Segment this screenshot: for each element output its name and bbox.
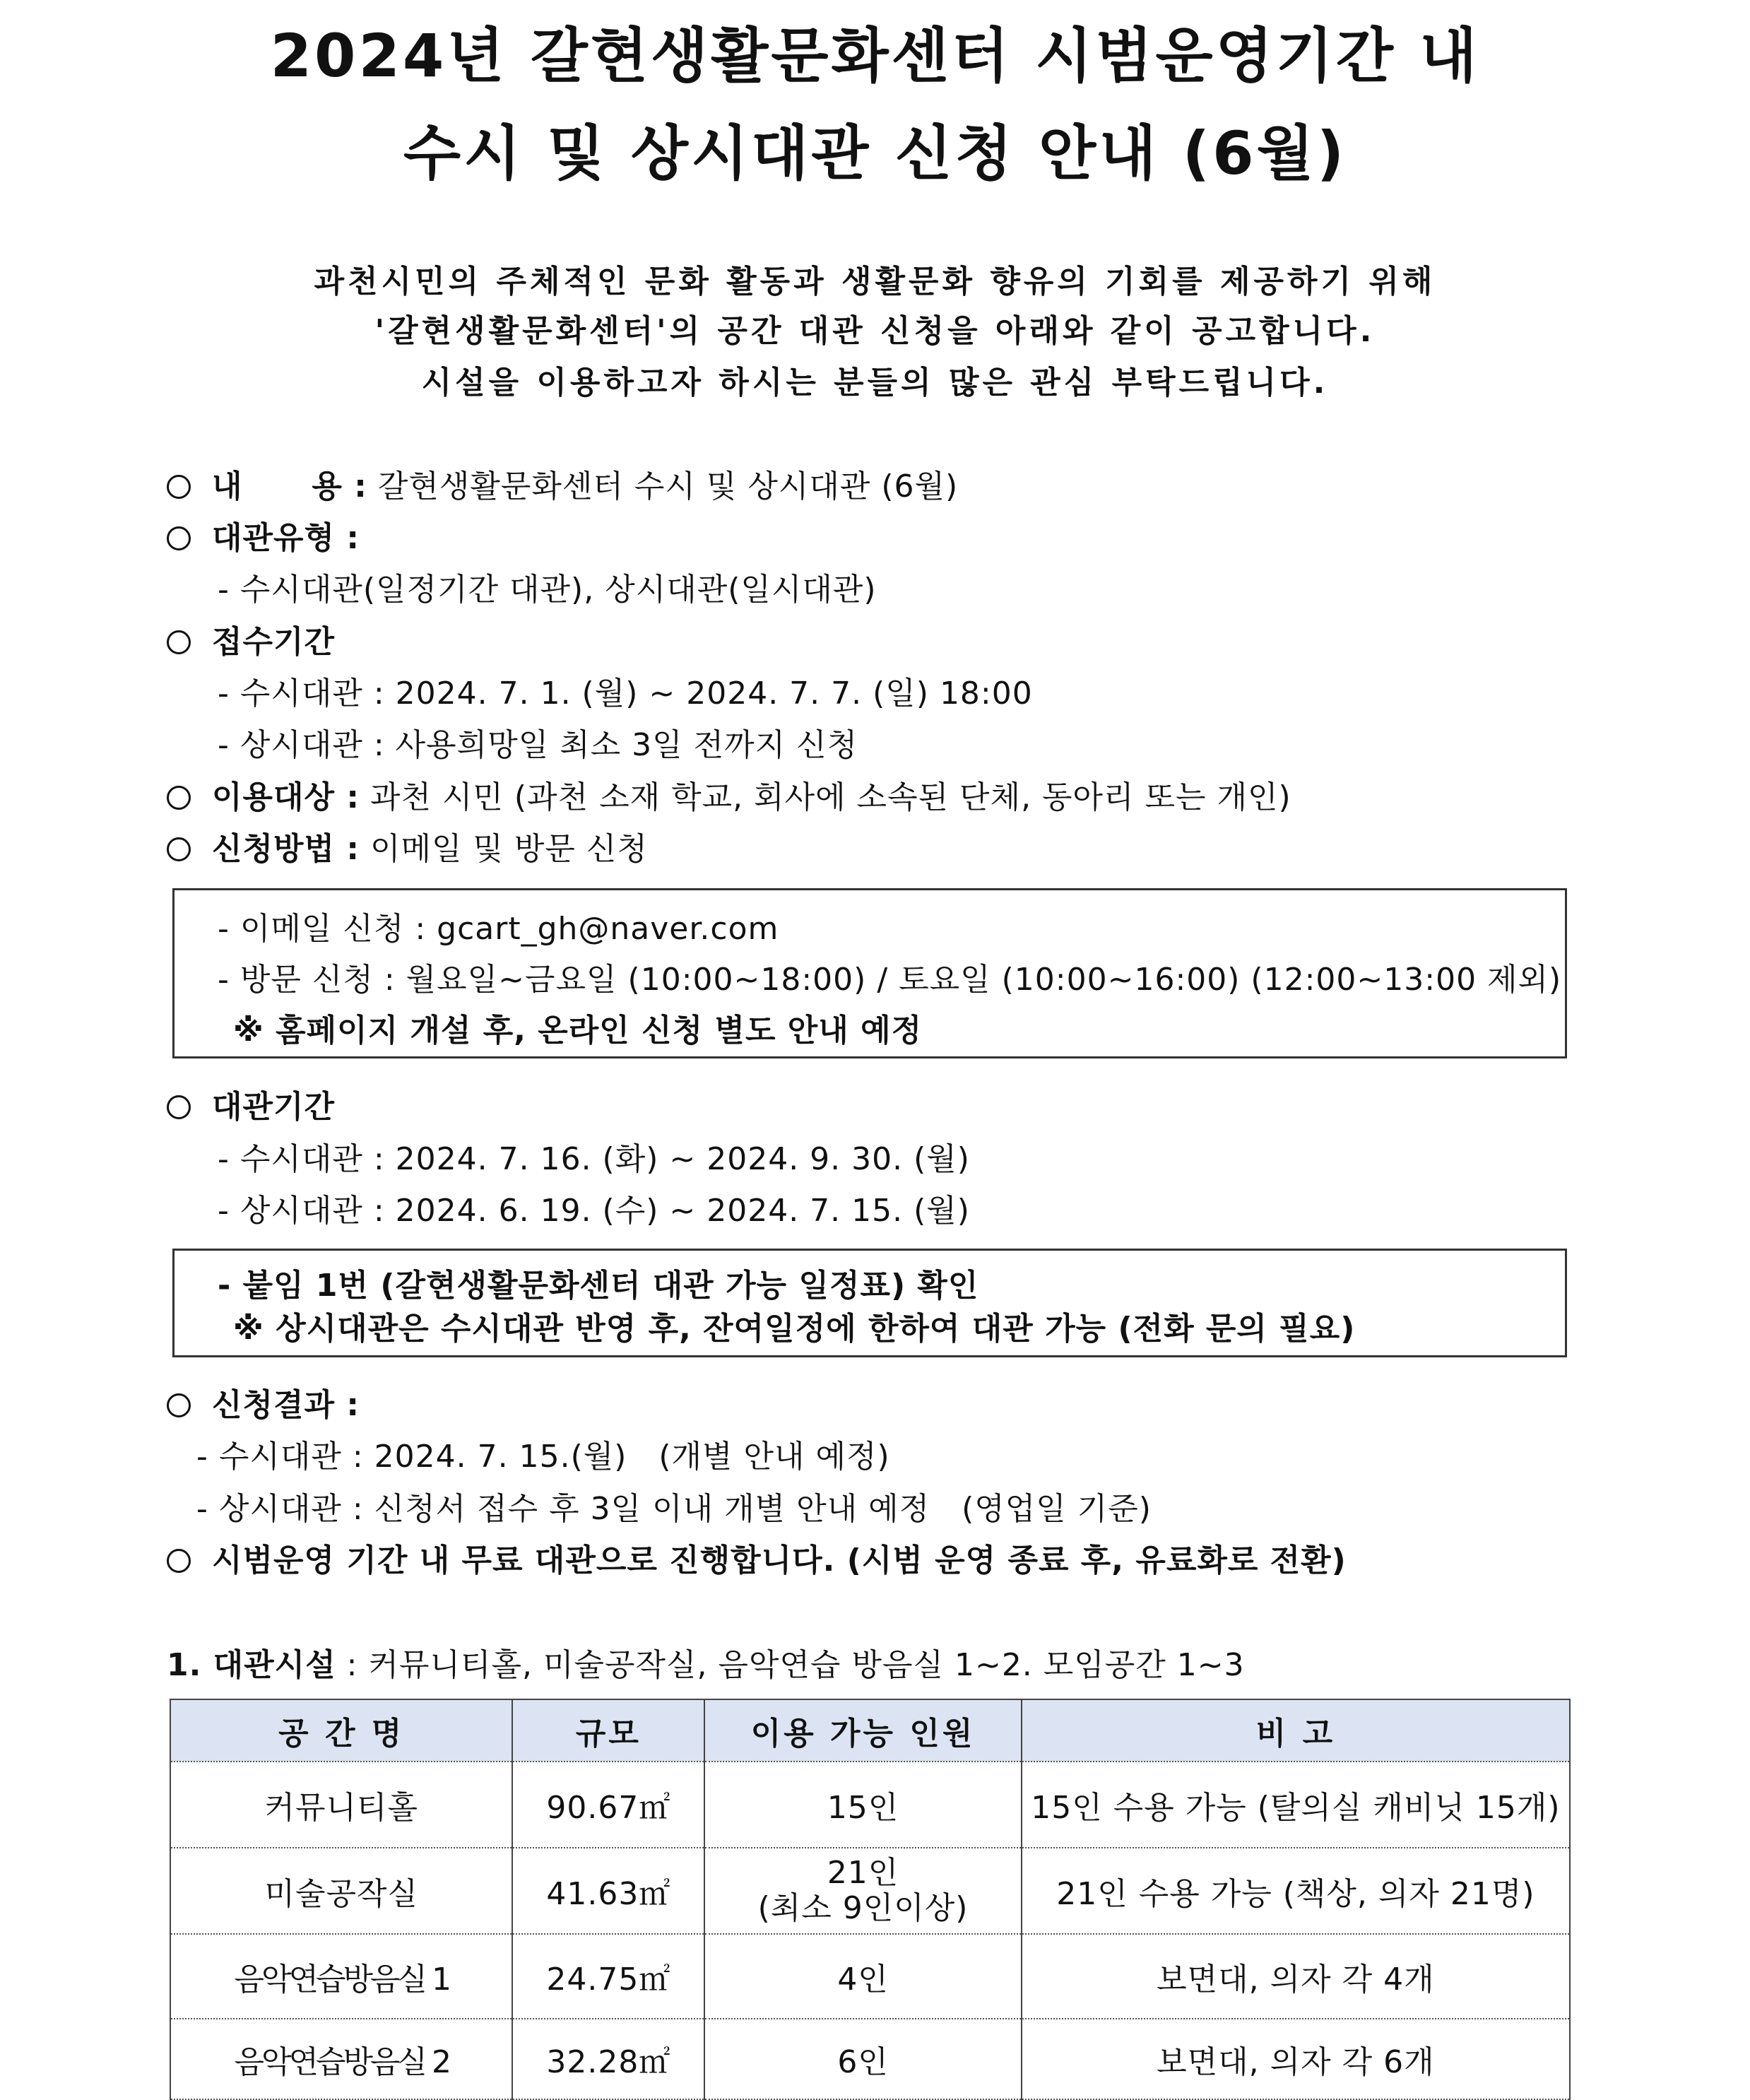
header-space-name: 공 간 명 xyxy=(170,1699,512,1762)
reception-row xyxy=(167,616,335,661)
result-row xyxy=(167,1379,360,1424)
cell-capacity xyxy=(704,1848,1022,1934)
target-label: 이용대상 : xyxy=(212,779,360,815)
cell-name: 미술공작실 xyxy=(170,1848,512,1934)
method-visit: - 방문 신청 : 월요일~금요일 (10:00~18:00) / 토요일 (10:00~16:00) (12:00~13:00 제외) xyxy=(218,962,1562,998)
result-label: 신청결과 : xyxy=(212,1387,360,1423)
circle-bullet-icon xyxy=(167,526,191,550)
header-size: 규모 xyxy=(512,1699,704,1762)
free-notice-row xyxy=(167,1535,1347,1580)
table-row xyxy=(170,1934,1570,2019)
cell-note: 보면대, 의자 각 4개 xyxy=(1022,1934,1570,2019)
cell-capacity: 15인 xyxy=(704,1762,1022,1848)
cell-size: 41.63㎡ xyxy=(512,1848,704,1934)
method-value: 이메일 및 방문 신청 xyxy=(369,831,648,867)
facilities-table xyxy=(170,1699,1571,2100)
rental-type-label: 대관유형 : xyxy=(212,520,360,556)
intro-line-3: 시설을 이용하고자 하시는 분들의 많은 관심 부탁드립니다. xyxy=(421,365,1329,401)
cell-note: 보면대, 의자 각 6개 xyxy=(1022,2019,1570,2099)
facilities-heading: 1. 대관시설 xyxy=(167,1647,336,1683)
reception-item-1: - 수시대관 : 2024. 7. 1. (월) ~ 2024. 7. 7. (일) 18:00 xyxy=(218,676,1033,712)
reception-label: 접수기간 xyxy=(212,624,336,660)
target-value: 과천 시민 (과천 소재 학교, 회사에 소속된 단체, 동아리 또는 개인) xyxy=(369,779,1291,815)
result-item-2: - 상시대관 : 신청서 접수 후 3일 이내 개별 안내 예정 (영업일 기준) xyxy=(196,1491,1152,1527)
circle-bullet-icon xyxy=(167,1095,191,1119)
period-row xyxy=(167,1081,335,1126)
content-value: 갈현생활문화센터 수시 및 상시대관 (6월) xyxy=(377,468,959,505)
reception-item-2: - 상시대관 : 사용희망일 최소 3일 전까지 신청 xyxy=(218,727,858,763)
cell-name: 음악연습방음실 2 xyxy=(170,2019,512,2099)
cell-size: 90.67㎡ xyxy=(512,1762,704,1848)
title-line-2: 수시 및 상시대관 신청 안내 (6월) xyxy=(403,119,1347,188)
cell-size: 32.28㎡ xyxy=(512,2019,704,2099)
method-label: 신청방법 : xyxy=(212,831,360,867)
intro-line-1: 과천시민의 주체적인 문화 활동과 생활문화 향유의 기회를 제공하기 위해 xyxy=(314,264,1436,300)
rental-type-item: - 수시대관(일정기간 대관), 상시대관(일시대관) xyxy=(218,572,877,608)
method-note: ※ 홈페이지 개설 후, 온라인 신청 별도 안내 예정 xyxy=(233,1013,923,1049)
title-line-1: 2024년 갈현생활문화센터 시범운영기간 내 xyxy=(270,21,1480,90)
rental-type-row xyxy=(167,512,360,558)
cell-name: 음악연습방음실 1 xyxy=(170,1934,512,2019)
target-row xyxy=(167,772,1291,817)
period-label: 대관기간 xyxy=(212,1089,336,1125)
facilities-row xyxy=(167,1639,1245,1685)
cell-capacity: 4인 xyxy=(704,1934,1022,2019)
circle-bullet-icon xyxy=(167,1393,191,1417)
cell-capacity-main: 21인 xyxy=(827,1855,899,1891)
cell-note: 21인 수용 가능 (책상, 의자 21명) xyxy=(1022,1848,1570,1934)
period-item-2: - 상시대관 : 2024. 6. 19. (수) ~ 2024. 7. 15. (월) xyxy=(218,1193,970,1229)
content-label: 내 용 : xyxy=(212,468,367,505)
period-box-line-2: ※ 상시대관은 수시대관 반영 후, 잔여일정에 한하여 대관 가능 (전화 문의 필요) xyxy=(233,1311,1356,1347)
header-capacity: 이용 가능 인원 xyxy=(704,1699,1022,1762)
cell-size: 24.75㎡ xyxy=(512,1934,704,2019)
cell-capacity-sub: (최소 9인이상) xyxy=(757,1890,969,1926)
content-row xyxy=(167,461,958,506)
circle-bullet-icon xyxy=(167,786,191,810)
table-header-row xyxy=(170,1699,1570,1762)
circle-bullet-icon xyxy=(167,1549,191,1573)
circle-bullet-icon xyxy=(167,837,191,861)
header-note: 비 고 xyxy=(1022,1699,1570,1762)
facilities-list: : 커뮤니티홀, 미술공작실, 음악연습 방음실 1~2. 모임공간 1~3 xyxy=(336,1647,1245,1683)
circle-bullet-icon xyxy=(167,475,191,499)
cell-capacity: 6인 xyxy=(704,2019,1022,2099)
table-row xyxy=(170,1762,1570,1848)
period-box-line-1: - 붙임 1번 (갈현생활문화센터 대관 가능 일정표) 확인 xyxy=(218,1268,979,1304)
cell-name: 커뮤니티홀 xyxy=(170,1762,512,1848)
method-row xyxy=(167,823,648,868)
cell-note: 15인 수용 가능 (탈의실 캐비닛 15개) xyxy=(1022,1762,1570,1848)
result-item-1: - 수시대관 : 2024. 7. 15.(월) (개별 안내 예정) xyxy=(196,1439,890,1475)
period-item-1: - 수시대관 : 2024. 7. 16. (화) ~ 2024. 9. 30. (월) xyxy=(218,1141,970,1177)
table-row xyxy=(170,1848,1570,1934)
circle-bullet-icon xyxy=(167,630,191,654)
free-notice: 시범운영 기간 내 무료 대관으로 진행합니다. (시범 운영 종료 후, 유료화로 전환) xyxy=(212,1542,1347,1579)
method-email: - 이메일 신청 : gcart_gh@naver.com xyxy=(218,911,779,947)
table-row xyxy=(170,2019,1570,2099)
intro-line-2: '갈현생활문화센터'의 공간 대관 신청을 아래와 같이 공고합니다. xyxy=(374,313,1376,349)
